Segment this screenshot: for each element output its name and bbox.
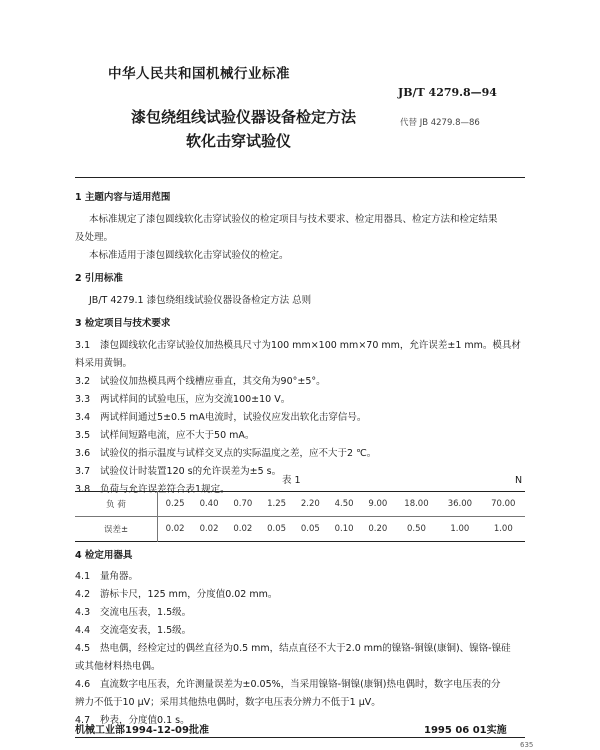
- clause-text: 两试样间的试验电压，应为交流100±10 V。: [100, 394, 291, 405]
- table-cell: 0.25: [158, 492, 193, 517]
- section-1-heading: 1 主题内容与适用范围: [75, 192, 171, 203]
- table-cell: 36.00: [438, 492, 481, 517]
- clause-3-2: [75, 375, 535, 393]
- table-cell: 0.05: [267, 524, 287, 534]
- row-header-tolerance: 误差±: [75, 517, 158, 542]
- clause-4-5: [75, 642, 535, 660]
- reference-entry: JB/T 4279.1 漆包绕组线试验仪器设备检定方法 总则: [89, 295, 312, 306]
- page-number: 635: [520, 741, 534, 749]
- table-cell: 2.20: [293, 492, 327, 517]
- table-cell: 0.40: [192, 492, 226, 517]
- table-cell: 0.02: [199, 524, 219, 534]
- clause-text: 辨力不低于10 μV；采用其他热电偶时，数字电压表分辨力不低于1 μV。: [75, 697, 381, 708]
- table-cell: 1.25: [260, 492, 294, 517]
- clause-text: 试验仪计时装置120 s的允许误差为±5 s。: [100, 466, 282, 477]
- clause-number: 3.5: [75, 430, 91, 441]
- clause-number: 4.4: [75, 625, 91, 636]
- effective-date: 1995 06 01实施: [424, 725, 507, 736]
- clause-4-2: [75, 588, 535, 606]
- clause-number: 4.6: [75, 679, 91, 690]
- section-4-items: [75, 570, 535, 732]
- clause-number: 3.8: [75, 484, 91, 495]
- section-1-para-cont: 及处理。: [75, 232, 114, 243]
- table-cell: 4.50: [327, 492, 361, 517]
- table-cell: 1.00: [450, 524, 470, 534]
- clause-3-6: [75, 447, 535, 465]
- clause-4-6-cont: [75, 696, 535, 714]
- section-3-heading: 3 检定项目与技术要求: [75, 318, 171, 329]
- clause-3-1-cont: [75, 357, 535, 375]
- table-caption: 表 1: [282, 475, 301, 486]
- clause-number: 3.6: [75, 448, 91, 459]
- row-header-load: 负 荷: [75, 492, 158, 517]
- load-tolerance-table: [75, 491, 525, 542]
- clause-4-4: [75, 624, 535, 642]
- clause-text: 两试样间通过5±0.5 mA电流时，试验仪应发出软化击穿信号。: [100, 412, 367, 423]
- clause-text: 热电偶，经检定过的偶丝直径为0.5 mm，结点直径不大于2.0 mm的镍铬-铜镍(康铜)、镍铬-镍硅: [100, 643, 511, 654]
- clause-text: 或其他材料热电偶。: [75, 661, 161, 672]
- table-row: [75, 492, 525, 517]
- table-cell: 0.05: [300, 524, 320, 534]
- clause-text: 负荷与允许误差符合表1规定。: [100, 484, 230, 495]
- standard-code: JB/T 4279.8—94: [398, 86, 497, 99]
- document-subtitle: 软化击穿试验仪: [186, 132, 292, 150]
- clause-text: 交流毫安表，1.5级。: [100, 625, 192, 636]
- footer-rule: [75, 737, 525, 738]
- replaces-note: 代替 JB 4279.8—86: [400, 118, 480, 128]
- section-1-para: 本标准规定了漆包圆线软化击穿试验仪的检定项目与技术要求、检定用器具、检定方法和检定结果: [89, 214, 498, 225]
- clause-text: 漆包圆线软化击穿试验仪加热模具尺寸为100 mm×100 mm×70 mm，允许误差±1 mm。模具材: [100, 340, 521, 351]
- clause-4-6: [75, 678, 535, 696]
- clause-4-1: [75, 570, 535, 588]
- clause-number: 4.7: [75, 715, 91, 726]
- clause-number: 3.3: [75, 394, 91, 405]
- clause-number: 3.2: [75, 376, 91, 387]
- header-rule: [75, 177, 525, 178]
- clause-3-3: [75, 393, 535, 411]
- document-title: 漆包绕组线试验仪器设备检定方法: [131, 108, 357, 126]
- section-4-heading: 4 检定用器具: [75, 550, 133, 561]
- table-cell: 70.00: [482, 492, 525, 517]
- clause-3-5: [75, 429, 535, 447]
- table-row: [75, 517, 525, 542]
- issuer-title: 中华人民共和国机械行业标准: [108, 66, 290, 82]
- clause-3-4: [75, 411, 535, 429]
- clause-text: 游标卡尺，125 mm，分度值0.02 mm。: [100, 589, 278, 600]
- table-cell: 0.02: [233, 524, 253, 534]
- clause-text: 试验仪加热模具两个线槽应垂直，其交角为90°±5°。: [100, 376, 326, 387]
- section-1-scope: 本标准适用于漆包圆线软化击穿试验仪的检定。: [89, 250, 289, 261]
- table-cell: 9.00: [361, 492, 395, 517]
- clause-text: 交流电压表，1.5级。: [100, 607, 192, 618]
- section-2-heading: 2 引用标准: [75, 273, 123, 284]
- table-cell: 1.00: [493, 524, 513, 534]
- clause-4-5-cont: [75, 660, 535, 678]
- clause-number: 4.1: [75, 571, 91, 582]
- clause-number: 4.3: [75, 607, 91, 618]
- clause-number: 3.4: [75, 412, 91, 423]
- table-cell: 18.00: [395, 492, 438, 517]
- section-3-items: [75, 339, 535, 501]
- clause-text: 秒表，分度值0.1 s。: [100, 715, 190, 726]
- clause-number: 4.2: [75, 589, 91, 600]
- table-cell: 0.20: [368, 524, 388, 534]
- clause-number: 3.7: [75, 466, 91, 477]
- table-cell: 0.02: [165, 524, 185, 534]
- clause-3-7: [75, 465, 535, 483]
- table-cell: 0.70: [226, 492, 260, 517]
- clause-3-1: [75, 339, 535, 357]
- clause-text: 直流数字电压表，允许测量误差为±0.05%，当采用镍铬-铜镍(康铜)热电偶时，数字电压表的分: [100, 679, 501, 690]
- clause-4-3: [75, 606, 535, 624]
- clause-text: 料采用黄铜。: [75, 358, 133, 369]
- clause-text: 试样间短路电流，应不大于50 mA。: [100, 430, 255, 441]
- table-cell: 0.50: [406, 524, 426, 534]
- table-unit: N: [515, 475, 523, 486]
- approval-note: 机械工业部1994-12-09批准: [75, 725, 209, 736]
- clause-number: 4.5: [75, 643, 91, 654]
- clause-text: 量角器。: [100, 571, 139, 582]
- clause-text: 试验仪的指示温度与试样交叉点的实际温度之差，应不大于2 ℃。: [100, 448, 377, 459]
- table-cell: 0.10: [334, 524, 354, 534]
- clause-number: 3.1: [75, 340, 91, 351]
